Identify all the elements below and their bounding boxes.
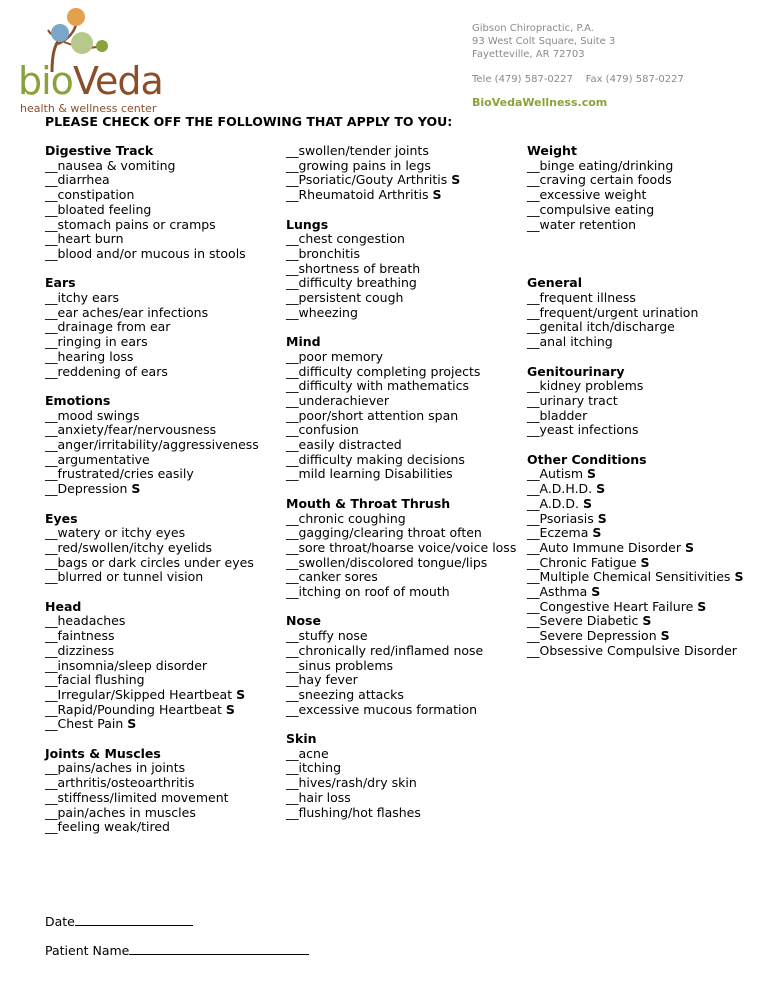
section-title: General <box>527 275 582 291</box>
checklist-item[interactable] <box>286 188 518 203</box>
checklist-item[interactable] <box>527 556 761 571</box>
checklist-item-label: __Asthma <box>527 584 588 600</box>
checklist-item-label: __Eczema <box>527 525 589 541</box>
checklist-item[interactable] <box>286 423 518 438</box>
checklist-item-label: __Rheumatoid Arthritis <box>286 187 429 203</box>
checklist-item-label: __insomnia/sleep disorder <box>45 657 208 673</box>
checklist-item-label: __pains/aches in joints <box>45 760 186 776</box>
checklist-item[interactable] <box>527 467 761 482</box>
checklist-item[interactable] <box>527 218 761 233</box>
checklist-item-label: __Psoriasis <box>527 510 594 526</box>
section <box>527 453 761 659</box>
checklist-item[interactable] <box>45 409 280 424</box>
checklist-item[interactable] <box>286 409 518 424</box>
section-title: Eyes <box>45 510 78 526</box>
checklist-item-label: __Obsessive Compulsive Disorder <box>527 642 737 658</box>
form-heading: PLEASE CHECK OFF THE FOLLOWING THAT APPLY TO YOU: <box>45 114 453 129</box>
checklist-item[interactable] <box>527 482 761 497</box>
checklist-item-label: __stomach pains or cramps <box>45 216 216 232</box>
checklist-item-label: __Rapid/Pounding Heartbeat <box>45 701 222 717</box>
section <box>286 614 518 717</box>
checklist-item-label: __stiffness/limited movement <box>45 789 229 805</box>
severity-flag: S <box>225 701 235 717</box>
checklist-item[interactable] <box>527 570 761 585</box>
checklist-item[interactable] <box>286 247 518 262</box>
checklist-item-label: __anxiety/fear/nervousness <box>45 422 217 438</box>
section <box>286 144 518 203</box>
checklist-item[interactable] <box>527 614 761 629</box>
checklist-item[interactable] <box>45 438 280 453</box>
checklist-item-label: __frequent/urgent urination <box>527 304 699 320</box>
checklist-item[interactable] <box>45 541 280 556</box>
checklist-item[interactable] <box>527 394 761 409</box>
checklist-item-label: __kidney problems <box>527 378 644 394</box>
checklist-item[interactable] <box>286 467 518 482</box>
checklist-item-label: __excessive mucous formation <box>286 701 478 717</box>
checklist-item[interactable] <box>45 291 280 306</box>
logo-text-bio: bio <box>18 59 73 103</box>
severity-flag: S <box>432 187 442 203</box>
date-line[interactable] <box>75 914 193 926</box>
severity-flag: S <box>697 598 707 614</box>
checklist-item[interactable] <box>527 203 761 218</box>
checklist-item[interactable] <box>527 159 761 174</box>
checklist-item-label: __shortness of breath <box>286 260 421 276</box>
checklist-item[interactable] <box>286 791 518 806</box>
checklist-item-label: __persistent cough <box>286 290 404 306</box>
checklist-item-label: __Severe Depression <box>527 628 657 644</box>
checklist-item-label: __watery or itchy eyes <box>45 525 186 541</box>
section <box>45 600 280 732</box>
checklist-item-label: __mild learning Disabilities <box>286 466 453 482</box>
checklist-item-label: __difficulty breathing <box>286 275 417 291</box>
severity-flag: S <box>597 510 607 526</box>
section-title: Ears <box>45 275 76 291</box>
checklist-item[interactable] <box>45 247 280 262</box>
checklist-item-label: __Depression <box>45 481 128 497</box>
checklist-item-label: __wheezing <box>286 304 358 320</box>
checklist-item-label: __Congestive Heart Failure <box>527 598 694 614</box>
severity-flag: S <box>131 481 141 497</box>
section <box>286 732 518 820</box>
checklist-item-label: __craving certain foods <box>527 172 672 188</box>
section <box>286 497 518 600</box>
checklist-item-label: __constipation <box>45 187 135 203</box>
checklist-item[interactable] <box>286 673 518 688</box>
checklist-item[interactable] <box>45 453 280 468</box>
checklist-item[interactable] <box>45 761 280 776</box>
checklist-item[interactable] <box>286 806 518 821</box>
severity-flag: S <box>587 466 597 482</box>
checklist-item-label: __flushing/hot flashes <box>286 804 421 820</box>
checklist-item[interactable] <box>527 423 761 438</box>
checklist-item-label: __heart burn <box>45 231 124 247</box>
checklist-item[interactable] <box>286 761 518 776</box>
checklist-item-label: __facial flushing <box>45 672 145 688</box>
checklist-item[interactable] <box>45 203 280 218</box>
checklist-item-label: __binge eating/drinking <box>527 157 674 173</box>
severity-flag: S <box>591 584 601 600</box>
checklist-item-label: __anal itching <box>527 334 613 350</box>
address-line-2: Fayetteville, AR 72703 <box>472 49 585 60</box>
checklist-item-label: __chest congestion <box>286 231 405 247</box>
checklist-item-label: __Auto Immune Disorder <box>527 539 681 555</box>
checklist-item[interactable] <box>45 335 280 350</box>
website-link[interactable]: BioVedaWellness.com <box>472 96 608 109</box>
section-title: Skin <box>286 731 317 747</box>
telephone: Tele (479) 587-0227 <box>472 74 573 85</box>
checklist-item[interactable] <box>45 467 280 482</box>
date-field[interactable] <box>45 914 193 929</box>
checklist-item-label: __diarrhea <box>45 172 110 188</box>
checklist-item[interactable] <box>527 497 761 512</box>
phone-fax-line <box>472 73 684 86</box>
checklist-item-label: __bladder <box>527 407 588 423</box>
checklist-item[interactable] <box>286 350 518 365</box>
checklist-item-label: __bloated feeling <box>45 201 152 217</box>
checklist-item-label: __underachiever <box>286 392 389 408</box>
section <box>527 144 761 232</box>
date-label: Date <box>45 914 75 929</box>
checklist-item-label: __urinary tract <box>527 392 618 408</box>
section-title: Digestive Track <box>45 143 154 158</box>
section-title: Nose <box>286 613 321 629</box>
checklist-item-label: __hearing loss <box>45 348 134 364</box>
checklist-item-label: __Severe Diabetic <box>527 613 639 629</box>
logo-text-veda: Veda <box>72 59 163 103</box>
checklist-item-label: __ringing in ears <box>45 334 148 350</box>
checklist-item-label: __difficulty making decisions <box>286 451 465 467</box>
checklist-item-label: __drainage from ear <box>45 319 171 335</box>
checklist-item[interactable] <box>286 526 518 541</box>
section <box>45 512 280 586</box>
severity-flag: S <box>127 716 137 732</box>
patient-name-label: Patient Name <box>45 943 130 958</box>
checklist-item-label: __red/swollen/itchy eyelids <box>45 539 213 555</box>
checklist-item[interactable] <box>286 512 518 527</box>
checklist-item[interactable] <box>45 776 280 791</box>
checklist-item-label: __confusion <box>286 422 359 438</box>
checklist-item[interactable] <box>527 644 761 659</box>
checklist-item-label: __nausea & vomiting <box>45 157 176 173</box>
checklist-item-label: __dizziness <box>45 642 115 658</box>
section-title: Lungs <box>286 216 329 232</box>
checklist-item-label: __hair loss <box>286 789 351 805</box>
checklist-item-label: __itching <box>286 760 341 776</box>
checklist-item-label: __blood and/or mucous in stools <box>45 245 246 261</box>
checklist-item[interactable] <box>286 688 518 703</box>
checklist-item[interactable] <box>527 600 761 615</box>
section <box>527 365 761 439</box>
checklist-item[interactable] <box>45 820 280 835</box>
checklist-item-label: __arthritis/osteoarthritis <box>45 775 195 791</box>
patient-name-line[interactable] <box>129 943 309 955</box>
checklist-item[interactable] <box>45 159 280 174</box>
section-title: Mouth & Throat Thrush <box>286 495 451 511</box>
checklist-item[interactable] <box>45 570 280 585</box>
checklist-item[interactable] <box>527 188 761 203</box>
section-title: Mind <box>286 334 321 350</box>
contact-info <box>472 22 684 109</box>
section-title: Genitourinary <box>527 363 625 379</box>
checklist-item-label: __headaches <box>45 613 126 629</box>
checklist-item[interactable] <box>45 173 280 188</box>
checklist-column-1 <box>45 144 280 850</box>
checklist-item-label: __Multiple Chemical Sensitivities <box>527 569 731 585</box>
checklist-item[interactable] <box>286 644 518 659</box>
checklist-item[interactable] <box>286 747 518 762</box>
severity-flag: S <box>734 569 744 585</box>
checklist-item-label: __Chest Pain <box>45 716 124 732</box>
checklist-item-label: __feeling weak/tired <box>45 819 170 835</box>
checklist-item[interactable] <box>45 703 280 718</box>
checklist-item[interactable] <box>527 585 761 600</box>
checklist-item[interactable] <box>286 276 518 291</box>
checklist-item[interactable] <box>286 541 518 556</box>
checklist-item[interactable] <box>45 218 280 233</box>
checklist-item-label: __easily distracted <box>286 437 402 453</box>
checklist-item[interactable] <box>45 320 280 335</box>
checklist-item-label: __sinus problems <box>286 657 394 673</box>
bioveda-logo <box>8 6 163 115</box>
section-title: Joints & Muscles <box>45 745 161 761</box>
checklist-item[interactable] <box>527 291 761 306</box>
checklist-item[interactable] <box>45 306 280 321</box>
checklist-item-label: __genital itch/discharge <box>527 319 675 335</box>
checklist-item[interactable] <box>45 644 280 659</box>
checklist-item[interactable] <box>286 776 518 791</box>
severity-flag: S <box>236 686 246 702</box>
checklist-item-label: __gagging/clearing throat often <box>286 525 482 541</box>
checklist-item[interactable] <box>286 379 518 394</box>
checklist-item[interactable] <box>45 717 280 732</box>
checklist-item-label: __anger/irritability/aggressiveness <box>45 437 259 453</box>
checklist-item[interactable] <box>45 629 280 644</box>
section <box>286 335 518 482</box>
severity-flag: S <box>583 495 593 511</box>
severity-flag: S <box>660 628 670 644</box>
checklist-item[interactable] <box>286 306 518 321</box>
checklist-item[interactable] <box>286 659 518 674</box>
section-title: Weight <box>527 143 577 158</box>
checklist-item[interactable] <box>286 703 518 718</box>
checklist-item[interactable] <box>45 423 280 438</box>
checklist-item-label: __stuffy nose <box>286 628 368 644</box>
checklist-item[interactable] <box>45 688 280 703</box>
checklist-item-label: __ear aches/ear infections <box>45 304 209 320</box>
fax: Fax (479) 587-0227 <box>585 74 684 85</box>
checklist-item-label: __Irregular/Skipped Heartbeat <box>45 686 233 702</box>
checklist-item[interactable] <box>45 188 280 203</box>
checklist-item[interactable] <box>45 556 280 571</box>
checklist-item-label: __poor/short attention span <box>286 407 459 423</box>
checklist-item-label: __water retention <box>527 216 637 232</box>
checklist-item-label: __bronchitis <box>286 245 361 261</box>
checklist-item[interactable] <box>527 629 761 644</box>
section <box>286 218 518 321</box>
checklist-item-label: __swollen/discolored tongue/lips <box>286 554 488 570</box>
checklist-item-label: __frustrated/cries easily <box>45 466 194 482</box>
section <box>527 276 761 350</box>
checklist-item-label: __growing pains in legs <box>286 157 431 173</box>
severity-flag: S <box>451 172 461 188</box>
checklist-item-label: __reddening of ears <box>45 363 168 379</box>
checklist-item-label: __sore throat/hoarse voice/voice loss <box>286 539 517 555</box>
checklist-item[interactable] <box>286 570 518 585</box>
section-title: Other Conditions <box>527 451 647 467</box>
checklist-item[interactable] <box>527 512 761 527</box>
checklist-item[interactable] <box>286 585 518 600</box>
address-line-1: 93 West Colt Square, Suite 3 <box>472 36 616 47</box>
section-title: Head <box>45 598 82 614</box>
checklist-item-label: __canker sores <box>286 569 378 585</box>
section-title: Emotions <box>45 392 111 408</box>
checklist-item-label: __chronic coughing <box>286 510 406 526</box>
checklist-item-label: __chronically red/inflamed nose <box>286 642 484 658</box>
checklist-item[interactable] <box>527 409 761 424</box>
checklist-item-label: __hay fever <box>286 672 358 688</box>
checklist-item-label: __faintness <box>45 628 115 644</box>
checklist-item-label: __bags or dark circles under eyes <box>45 554 254 570</box>
checklist-item[interactable] <box>286 394 518 409</box>
section <box>45 747 280 835</box>
checklist-item-label: __poor memory <box>286 348 384 364</box>
checklist-item-label: __itching on roof of mouth <box>286 584 450 600</box>
checklist-item[interactable] <box>45 482 280 497</box>
checklist-item[interactable] <box>286 291 518 306</box>
checklist-item[interactable] <box>527 320 761 335</box>
checklist-item[interactable] <box>286 365 518 380</box>
checklist-item[interactable] <box>527 306 761 321</box>
checklist-item[interactable] <box>45 232 280 247</box>
checklist-column-2 <box>286 144 518 835</box>
checklist-item[interactable] <box>527 379 761 394</box>
checklist-item[interactable] <box>45 659 280 674</box>
checklist-item-label: __excessive weight <box>527 187 647 203</box>
checklist-item[interactable] <box>45 673 280 688</box>
checklist-item-label: __swollen/tender joints <box>286 143 429 158</box>
checklist-item-label: __difficulty with mathematics <box>286 378 469 394</box>
checklist-item-label: __acne <box>286 745 329 761</box>
checklist-item[interactable] <box>527 173 761 188</box>
patient-name-field[interactable] <box>45 943 309 958</box>
severity-flag: S <box>596 481 606 497</box>
checklist-item[interactable] <box>45 526 280 541</box>
checklist-item-label: __blurred or tunnel vision <box>45 569 204 585</box>
checklist-item[interactable] <box>527 541 761 556</box>
checklist-item[interactable] <box>45 365 280 380</box>
checklist-item-label: __Autism <box>527 466 584 482</box>
checklist-item[interactable] <box>286 262 518 277</box>
checklist-item-label: __Psoriatic/Gouty Arthritis <box>286 172 448 188</box>
checklist-item-label: __mood swings <box>45 407 140 423</box>
logo-subtitle: health & wellness center <box>20 102 157 115</box>
checklist-item-label: __A.D.H.D. <box>527 481 593 497</box>
section <box>45 144 280 262</box>
checklist-item[interactable] <box>286 438 518 453</box>
severity-flag: S <box>642 613 652 629</box>
checklist-item[interactable] <box>286 144 518 159</box>
checklist-item[interactable] <box>45 350 280 365</box>
practice-name: Gibson Chiropractic, P.A. <box>472 23 594 34</box>
checklist-item-label: __itchy ears <box>45 290 120 306</box>
checklist-item[interactable] <box>286 629 518 644</box>
checklist-item[interactable] <box>45 806 280 821</box>
section <box>45 276 280 379</box>
severity-flag: S <box>640 554 650 570</box>
checklist-item-label: __hives/rash/dry skin <box>286 775 417 791</box>
checklist-column-3 <box>527 144 761 673</box>
checklist-item-label: __A.D.D. <box>527 495 580 511</box>
checklist-item[interactable] <box>527 335 761 350</box>
checklist-item[interactable] <box>286 159 518 174</box>
checklist-item-label: __yeast infections <box>527 422 639 438</box>
section <box>45 394 280 497</box>
checklist-item[interactable] <box>286 173 518 188</box>
checklist-item[interactable] <box>286 453 518 468</box>
checklist-item-label: __frequent illness <box>527 290 636 306</box>
checklist-item-label: __difficulty completing projects <box>286 363 481 379</box>
checklist-item[interactable] <box>45 791 280 806</box>
checklist-item[interactable] <box>286 556 518 571</box>
checklist-item-label: __Chronic Fatigue <box>527 554 637 570</box>
checklist-item-label: __pain/aches in muscles <box>45 804 196 820</box>
severity-flag: S <box>684 539 694 555</box>
checklist-item[interactable] <box>286 232 518 247</box>
checklist-item[interactable] <box>527 526 761 541</box>
checklist-item-label: __argumentative <box>45 451 150 467</box>
severity-flag: S <box>592 525 602 541</box>
checklist-item-label: __compulsive eating <box>527 201 655 217</box>
checklist-item-label: __sneezing attacks <box>286 686 404 702</box>
checklist-item[interactable] <box>45 614 280 629</box>
